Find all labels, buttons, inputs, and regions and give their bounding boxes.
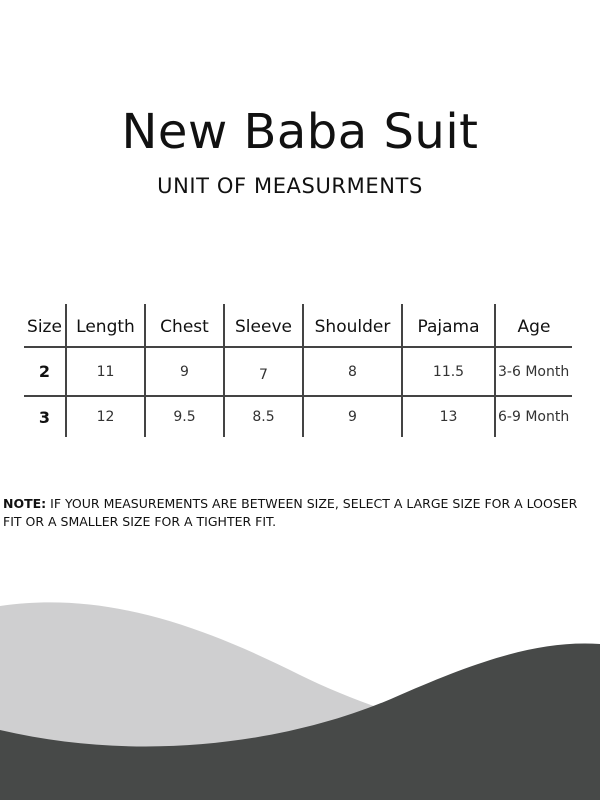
cell-length: 12 [66,396,145,437]
cell-shoulder: 8 [303,347,402,396]
table-row [24,347,572,396]
cell-sleeve: 7 [224,347,303,396]
note-label: NOTE: [3,496,47,511]
cell-age: 6-9 Month [495,396,572,437]
cell-length: 11 [66,347,145,396]
cell-chest: 9.5 [145,396,224,437]
column-header-length: Length [66,304,145,347]
cell-size: 2 [24,347,66,396]
decorative-waves [0,590,600,800]
column-header-pajama: Pajama [402,304,495,347]
cell-sleeve: 8.5 [224,396,303,437]
cell-age: 3-6 Month [495,347,572,396]
column-header-size: Size [24,304,66,347]
note-text: IF YOUR MEASUREMENTS ARE BETWEEN SIZE, SELECT A LARGE SIZE FOR A LOOSER FIT OR A SMALLER SIZE FOR A TIGHTER FIT. [3,496,578,529]
column-header-sleeve: Sleeve [224,304,303,347]
sizing-note [3,495,593,531]
table-row [24,396,572,437]
column-header-chest: Chest [145,304,224,347]
table-header-row [24,304,572,347]
column-header-shoulder: Shoulder [303,304,402,347]
page-title: New Baba Suit [121,104,479,160]
cell-pajama: 13 [402,396,495,437]
page-subtitle: UNIT OF MEASURMENTS [157,174,423,198]
column-header-age: Age [495,304,572,347]
cell-pajama: 11.5 [402,347,495,396]
cell-chest: 9 [145,347,224,396]
cell-size: 3 [38,407,51,427]
size-chart-table [24,304,572,437]
cell-shoulder: 9 [303,396,402,437]
